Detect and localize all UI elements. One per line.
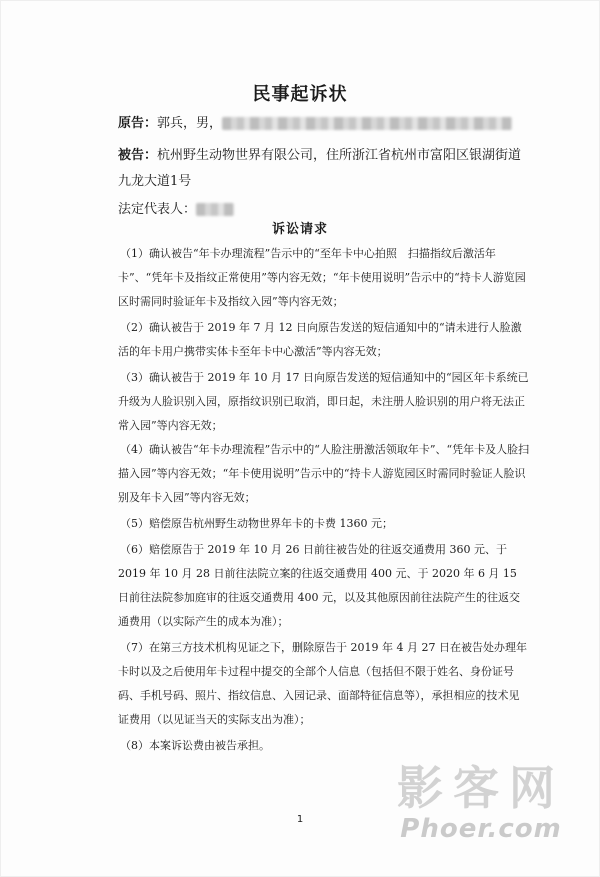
claim-item-5: （5）赔偿原告杭州野生动物世界年卡的卡费 1360 元；: [120, 517, 393, 530]
defendant-text: 杭州野生动物世界有限公司，住所浙江省杭州市富阳区银湖街道九龙大道1号: [118, 148, 522, 189]
redacted-info: [222, 117, 512, 130]
watermark-logo: [376, 762, 586, 844]
defendant-label: 被告：: [118, 148, 158, 163]
legal-rep-label: 法定代表人：: [118, 202, 197, 217]
claim-item-6: （6）赔偿原告于 2019 年 10 月 26 日前往被告处的往返交通费用 360 元、于 2019 年 10 月 28 日前往法院立案的往返交通费用 400 元、于 2020 年 6 月 15 日前往法院参加庭审的往返交通费用 400 元，以及其他原因前往法院产生的往返交通费用（以实际产生的成本为准）；: [118, 543, 520, 628]
claim-item-7: （7）在第三方技术机构见证之下，删除原告于 2019 年 4 月 27 日在被告处办理年卡时以及之后使用年卡过程中提交的全部个人信息（包括但不限于姓名、身份证号码、手机号码、照片、指纹信息、入园记录、面部特征信息等），承担相应的技术见证费用（以见证当天的实际支出为准）；: [118, 641, 527, 726]
claims-title: 诉讼请求: [271, 222, 328, 237]
plaintiff-label: 原告：: [118, 116, 158, 131]
watermark-cn: 影客网: [397, 761, 565, 815]
claim-item-3: （3）确认被告于 2019 年 10 月 17 日向原告发送的短信通知中的“园区年卡系统已升级为人脸识别入园，原指纹识别已取消，即日起，未注册人脸识别的用户将无法正常入园”等内容无效；: [118, 371, 529, 432]
plaintiff-line: [118, 111, 528, 137]
document-title: 民事起诉状: [252, 84, 348, 105]
claim-item-8: （8）本案诉讼费由被告承担。: [120, 739, 270, 752]
watermark-en: Phoer.com: [400, 814, 562, 844]
plaintiff-text: 郭兵，男，: [157, 116, 223, 131]
claim-item-2: （2）确认被告于 2019 年 7 月 12 日向原告发送的短信通知中的“请未进行人脸激活的年卡用户携带实体卡至年卡中心激活”等内容无效；: [118, 321, 522, 358]
page-number: 1: [296, 814, 304, 825]
redacted-name: [196, 203, 234, 216]
claim-item-1: （1）确认被告“年卡办理流程”告示中的“至年卡中心拍照 扫描指纹后激活年卡”、“凭年卡及指纹正常使用”等内容无效；“年卡使用说明”告示中的“持卡人游览园区时需同时验证年卡及指纹入园”等内容无效；: [118, 247, 526, 308]
defendant-line: [118, 143, 528, 195]
claim-item-4: （4）确认被告“年卡办理流程”告示中的“人脸注册激活领取年卡”、“凭年卡及人脸扫描入园”等内容无效；“年卡使用说明”告示中的“持卡人游览园区时需同时验证人脸识别及年卡入园”等内容无效；: [118, 443, 530, 504]
